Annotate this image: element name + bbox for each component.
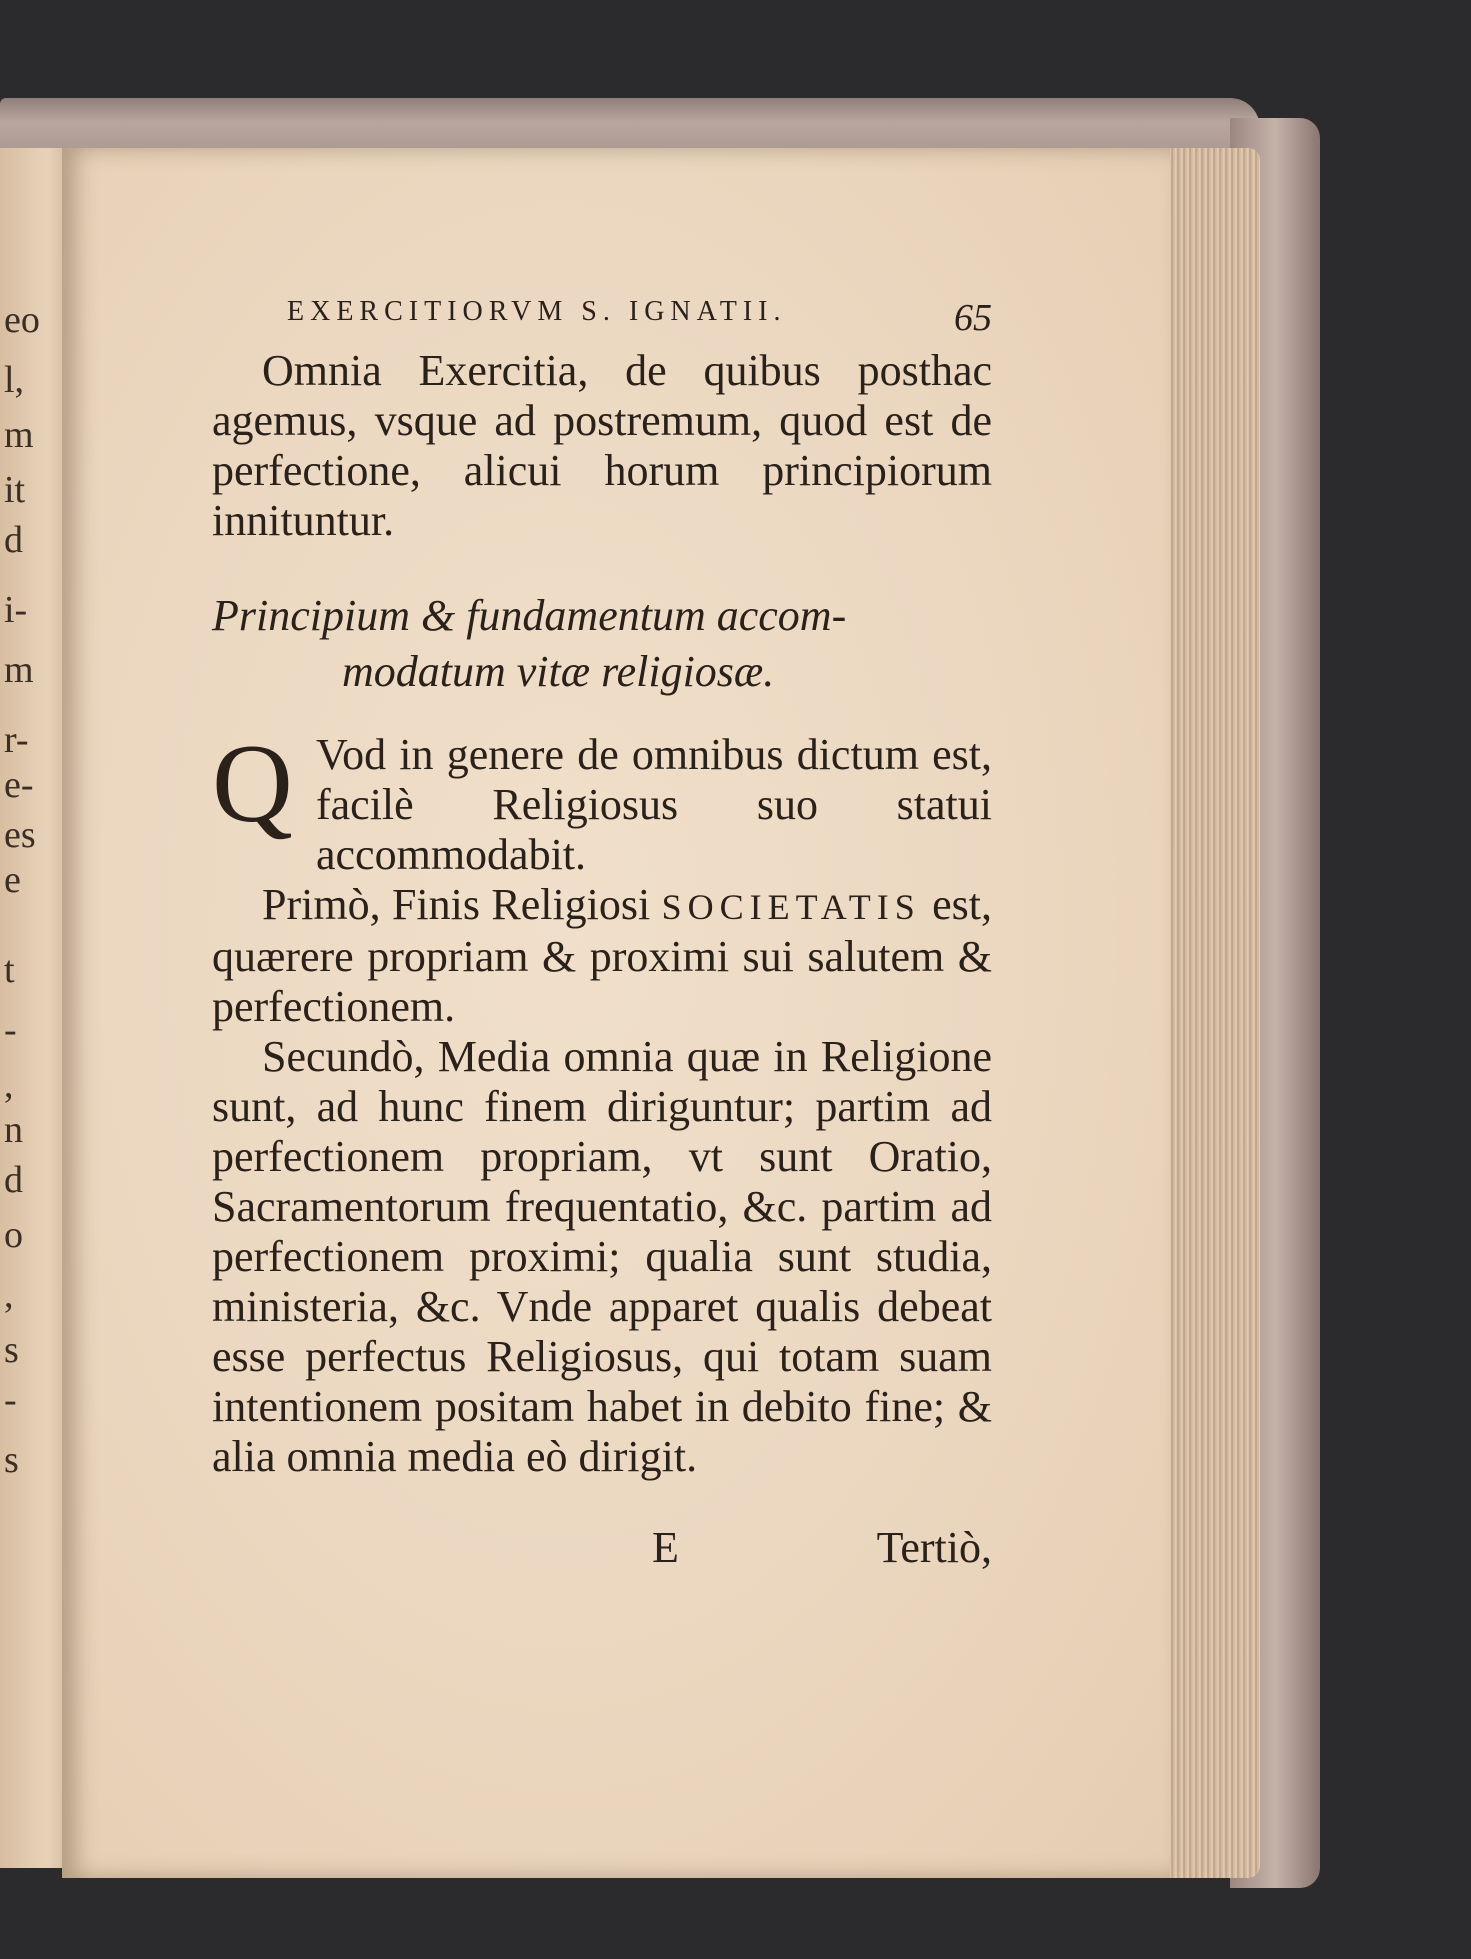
paragraph-primo (212, 880, 992, 1032)
left-page-fragment: o (4, 1214, 23, 1256)
left-page-fragment: m (4, 649, 34, 691)
left-page-fragment: eo (4, 299, 40, 341)
left-page-fragment: d (4, 1159, 23, 1201)
left-page-fragment: es (4, 814, 36, 856)
left-page-fragment: , (4, 1064, 14, 1106)
page-number: 65 (954, 297, 992, 339)
left-page-fragment: it (4, 469, 26, 511)
dropcap-paragraph (212, 722, 992, 880)
left-page-fragment: m (4, 414, 34, 456)
left-page-fragment: e (4, 859, 21, 901)
paragraph-secundo: Secundò, Media omnia quæ in Religione sunt, ad hunc finem diriguntur; partim ad perfectionem propriam, vt sunt Oratio, Sacramentorum frequentatio, &c. partim ad perfectionem proximi; qualia sunt studia, ministeria, &c. Vnde apparet qualis debeat esse perfectus Religiosus, qui totam suam intentionem positam habet in debito fine; & alia omnia media eò dirigit. (212, 1032, 992, 1481)
catchword: Tertiò, (876, 1523, 992, 1572)
left-page-fragment: i- (4, 589, 28, 631)
left-page-fragment: t (4, 949, 15, 991)
dropcap-text: Vod in genere de omnibus dictum est, facilè Religiosus suo statui accommodabit. (316, 730, 992, 879)
right-page (62, 148, 1170, 1878)
primo-smallcaps: SOCIETATIS (661, 887, 921, 927)
left-page-fragment: r- (4, 719, 29, 761)
running-title: EXERCITIORVM S. IGNATII. (287, 296, 787, 327)
heading-line-1: Principium & fundamentum accom- (212, 591, 847, 640)
left-page-fragment: , (4, 1274, 14, 1316)
primo-rest: est, quærere propriam & proximi sui salutem & perfectionem. (212, 880, 993, 1031)
page-footer (212, 1522, 992, 1573)
page-text (212, 296, 992, 1573)
left-page-fragment: - (4, 1379, 17, 1421)
left-page-fragment: n (4, 1109, 23, 1151)
heading-line-2: modatum vitæ religiosæ. (342, 647, 775, 696)
left-page-fragment: s (4, 1439, 19, 1481)
left-page-fragment: l, (4, 359, 25, 401)
running-header (212, 296, 992, 340)
book (0, 98, 1320, 1898)
section-heading (212, 588, 992, 700)
left-page-fragment: e- (4, 764, 34, 806)
paragraph-omnia: Omnia Exercitia, de quibus posthac agemus, vsque ad postremum, quod est de perfectione, alicui horum principiorum innituntur. (212, 346, 992, 545)
dropcap-letter: Q (212, 722, 293, 846)
left-page-fragment: s (4, 1329, 19, 1371)
left-page-fragment: - (4, 1009, 17, 1051)
signature-mark: E (652, 1523, 679, 1572)
primo-lead: Primò, Finis Religiosi (262, 880, 651, 929)
left-page-fragment: d (4, 519, 23, 561)
